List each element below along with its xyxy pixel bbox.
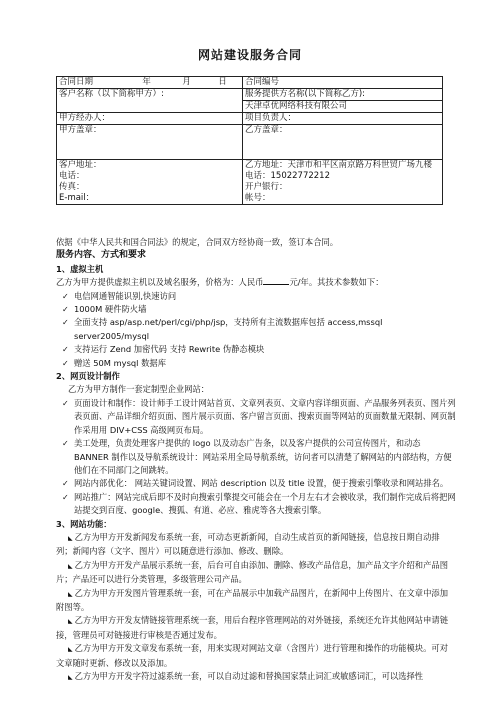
triangle-bullet-icon: ◣ — [68, 562, 73, 570]
date-day: 日 — [218, 77, 227, 87]
list-item: ✓ 网站内部优化： 网站关键词设置、网站 description 以及 title 设置，便于搜索引擎收录和网站排名。 — [56, 477, 456, 490]
provider-contact-cell — [243, 160, 443, 205]
provider-name-label: 服务提供方名称(以下简称乙方): — [243, 89, 443, 101]
triangle-bullet-icon: ◣ — [68, 618, 73, 626]
document-title: 网站建设服务合同 — [197, 48, 302, 62]
list-item: ◣ 乙方为甲方开发友情链接管理系统一套，用后台程序管理网站的对外链接，系统还允许其他网站申请链接，管理员可对链接进行审核是否通过发布。 — [56, 615, 448, 640]
triangle-bullet-icon: ◣ — [68, 590, 73, 598]
triangle-bullet-icon: ◣ — [68, 646, 73, 654]
s1-list — [56, 290, 456, 370]
check-icon: ✓ — [62, 305, 69, 315]
date-month: 月 — [182, 77, 191, 87]
client-phone: 电话： — [59, 171, 85, 181]
list-item: ✓ 全面支持 asp/asp.net/perl/cgi/php/jsp，支持所有主流数据库包括 access,mssql server2005/mysql — [56, 316, 456, 343]
list-item: ◣ 乙方为甲方开发字符过滤系统一套，可以自动过滤和替换国家禁止词汇或敏感词汇，可以选择性 — [68, 671, 424, 681]
date-year: 年 — [142, 77, 151, 87]
s2-heading: 2、网页设计制作 — [56, 371, 120, 382]
s2-list — [56, 397, 456, 518]
section-heading: 服务内容、方式和要求 — [56, 250, 147, 261]
provider-name: 天津卓优网络科技有限公司 — [243, 101, 443, 113]
client-seal-cell: 甲方盖章： — [57, 125, 243, 160]
provider-phone: 电话：15022772212 — [245, 171, 330, 181]
check-icon: ✓ — [62, 439, 69, 449]
check-icon: ✓ — [62, 318, 69, 328]
triangle-bullet-icon: ◣ — [68, 534, 73, 542]
s3-list — [56, 531, 456, 684]
contract-number-cell: 合同编号 — [243, 77, 443, 89]
list-item: ✓ 电信网通智能识别,快速访问 — [56, 290, 456, 303]
client-name-cell: 客户名称（以下简称甲方）: — [57, 89, 243, 113]
contract-date-cell — [57, 77, 243, 89]
list-item: ◣ 乙方为甲方开发文章发布系统一套，用来实现对网站文章（含图片）进行管理和操作的功能模块。可对文章随时更新、修改以及添加。 — [56, 643, 448, 668]
s1-heading: 1、虚拟主机 — [56, 263, 104, 274]
contract-info-table — [56, 76, 443, 205]
contract-body — [56, 236, 456, 684]
triangle-bullet-icon: ◣ — [68, 674, 73, 681]
list-item: ◣ 乙方为甲方开发新闻发布系统一套，可动态更新新闻，自动生成首页的新闻链接，信息按日期自动排列；新闻内容（文字、图片）可以随意进行添加、修改、删除。 — [56, 531, 440, 557]
list-item: ✓ 赠送 50M mysql 数据库 — [56, 357, 456, 370]
check-icon: ✓ — [62, 479, 69, 489]
check-icon: ✓ — [62, 345, 69, 355]
provider-bank: 开户银行： — [245, 182, 288, 192]
project-lead-cell: 项目负责人： — [243, 113, 443, 125]
list-item: ✓ 美工处理，负责处理客户提供的 logo 以及动态广告条，以及客户提供的公司宣传图片，和动态 BANNER 制作以及导航系统设计：网站采用全局导航系统，访问者可以清楚了解网站的内部结构，方便他们在不同部门之间跳转。 — [56, 437, 456, 477]
provider-account: 帐号： — [245, 193, 271, 203]
intro-paragraph: 依据《中华人民共和国合同法》的规定，合同双方经协商一致，签订本合同。 — [56, 237, 339, 247]
provider-seal-cell: 乙方盖章： — [243, 125, 443, 160]
s2-text: 乙方为甲方制作一套定制型企业网站： — [68, 384, 210, 395]
s1-text: 乙方为甲方提供虚拟主机以及域名服务，价格为：人民币 元/年。其技术参数如下： — [56, 277, 384, 288]
list-item: ✓ 页面设计和制作：设计师手工设计网站首页、文章列表页、文章内容详细页面、产品服务列表页、图片列表页面、产品详细介绍页面、图片展示页面、客户留言页面、搜索页面等网站的页面数量无限制、网页制作采用用 DIV+CSS 高级网页布局。 — [56, 397, 456, 437]
check-icon: ✓ — [62, 492, 69, 502]
check-icon: ✓ — [62, 291, 69, 301]
list-item: ◣ 乙方为甲方开发图片管理系统一套，可在产品展示中加载产品图片，在新闻中上传图片、在文章中添加附图等。 — [56, 587, 448, 612]
check-icon: ✓ — [62, 398, 69, 408]
contract-date-label: 合同日期 — [59, 77, 94, 87]
provider-address: 乙方地址：天津市和平区南京路万科世贸广场九楼 — [245, 160, 433, 170]
s3-heading: 3、网站功能： — [56, 518, 112, 529]
list-item: ◣ 乙方为甲方开发产品展示系统一套，后台可自由添加、删除、修改产品信息，加产品文字介绍和产品图片；产品还可以进行分类管理，多级管理公司产品。 — [56, 559, 448, 585]
price-blank — [263, 276, 289, 285]
client-contact-cell — [57, 160, 243, 205]
client-email: E-mail： — [59, 193, 95, 203]
client-fax: 传真： — [59, 182, 85, 192]
list-item: ✓ 支持运行 Zend 加密代码 支持 Rewrite 伪静态模块 — [56, 343, 456, 356]
list-item: ✓ 1000M 硬件防火墙 — [56, 303, 456, 316]
client-agent-cell: 甲方经办人： — [57, 113, 243, 125]
list-item: ✓ 网站推广：网站完成后即不及时向搜索引擎提交可能会在一个月左右才会被收录，我们制作完成后将把网站提交到百度、google、搜狐、有道、必应、雅虎等各大搜索引擎。 — [56, 491, 456, 518]
client-address: 客户地址： — [59, 160, 102, 170]
check-icon: ✓ — [62, 358, 69, 368]
